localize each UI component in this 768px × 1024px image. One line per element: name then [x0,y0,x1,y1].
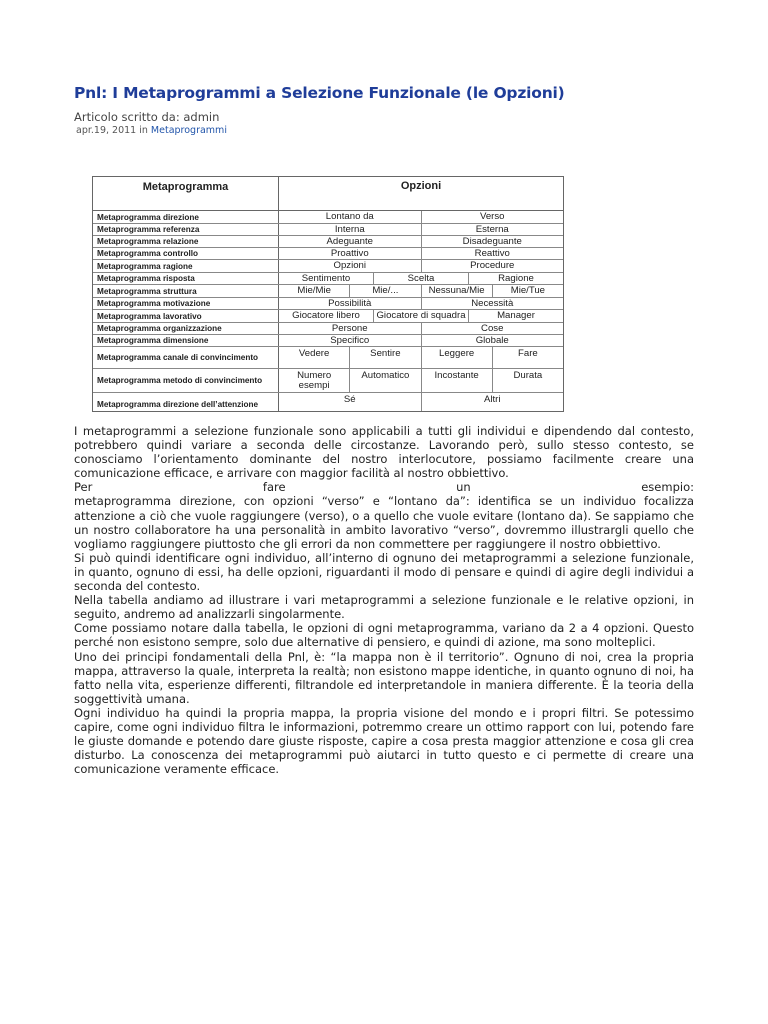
table-row [93,211,563,224]
row-options [279,310,563,322]
option-cell: Automatico [350,369,421,392]
table-row [93,298,563,310]
option-cell: Procedure [470,260,515,271]
table-row [93,224,563,236]
row-label: Metaprogramma relazione [93,236,279,247]
table-header-opzioni: Opzioni [279,177,563,211]
option-cell: Manager [497,310,535,321]
table-row [93,273,563,285]
row-label: Metaprogramma lavorativo [93,310,279,322]
post-date: apr.19, 2011 in [76,125,151,136]
article-title[interactable]: Pnl: I Metaprogrammi a Selezione Funzionale (le Opzioni) [74,84,565,102]
option-cell: Ragione [498,272,534,284]
option-cell: Adeguante [279,236,422,247]
row-options [279,248,563,259]
option-cell: Possibilità [279,298,422,309]
option-cell: Specifico [279,335,422,346]
table-row [93,347,563,369]
option-cell: Sentimento [279,273,374,284]
row-label: Metaprogramma struttura [93,285,279,297]
option-cell: Numero esempi [279,369,350,392]
table-row [93,248,563,260]
row-label: Metaprogramma metodo di convincimento [93,369,279,392]
option-cell: Giocatore libero [279,310,374,322]
option-cell: Giocatore di squadra [374,310,469,322]
row-label: Metaprogramma direzione [93,211,279,223]
option-cell: Verso [479,211,505,222]
option-cell: Mie/Tue [510,285,546,296]
row-options [279,273,563,284]
option-cell: Durata [513,370,543,381]
option-cell: Interna [279,224,422,235]
paragraph: Come possiamo notare dalla tabella, le opzioni di ogni metaprogramma, variano da 2 a 4 opzioni. Questo perché non esistono sempre, solo due alternative di pensiero, e quindi di azione, ma sono molteplici. [74,621,694,650]
table-row [93,310,563,323]
option-cell: Cose [481,322,504,334]
row-label: Metaprogramma canale di convincimento [93,347,279,368]
paragraph: Ogni individuo ha quindi la propria mappa, la propria visione del mondo e i propri filtri. Se potessimo capire, come ogni individuo filtra le informazioni, potremmo creare un ottimo rapport con lui, potendo fare le giuste domande e potendo dare giuste risposte, capire a cosa presta maggior attenzione e cosa gli crea disturbo. La conoscenza dei metaprogrammi può aiutarci in tutto questo e ci permette di creare una comunicazione veramente efficace. [74,705,694,777]
option-cell: Nessuna/Mie [422,285,493,297]
option-cell: Lontano da [279,211,422,223]
post-meta [76,125,227,136]
paragraph: I metaprogrammi a selezione funzionale sono applicabili a tutti gli individui e dipendendo dal contesto, potrebbero quindi variare a seconda delle circostanze. Lavorando però, sullo stesso contesto, se conosciamo l’orientamento dominante del nostro interlocutore, possiamo facilmente creare una comunicazione efficace, e arrivare con maggior facilità al nostro obbiettivo. [74,424,694,481]
paragraph: Per fare un esempio: [74,480,694,495]
row-options [279,335,563,346]
paragraph: Uno dei principi fondamentali della Pnl, è: “la mappa non è il territorio”. Ognuno di noi, crea la propria mappa, attraverso la quale, interpreta la realtà; non esistono mappe identiche, in quanto ognuno di noi, ha fatto nella vita, esperienze differenti, filtrandole ed interpretandole in maniera differente. È la teoria della soggettività umana. [74,649,694,706]
table-row [93,285,563,298]
author-line: Articolo scritto da: admin [74,110,220,124]
row-label: Metaprogramma referenza [93,224,279,235]
row-label: Metaprogramma risposta [93,273,279,284]
table-row [93,323,563,335]
option-cell: Vedere [279,347,350,368]
option-cell: Necessità [471,297,514,309]
row-options [279,393,563,412]
table-row [93,236,563,248]
option-cell: Leggere [422,347,493,368]
option-cell: Sé [279,393,422,412]
table-row [93,369,563,393]
option-cell: Mie/... [350,285,421,297]
option-cell: Opzioni [279,260,422,272]
row-label: Metaprogramma motivazione [93,298,279,309]
option-cell: Persone [279,323,422,334]
table-header-metaprogramma: Metaprogramma [93,177,279,211]
option-cell: Disadeguante [462,235,522,247]
row-label: Metaprogramma ragione [93,260,279,272]
article-body [74,424,694,776]
row-label: Metaprogramma direzione dell’attenzione [93,393,279,412]
category-link[interactable]: Metaprogrammi [150,125,227,136]
option-cell: Globale [475,334,509,346]
row-options [279,224,563,235]
paragraph: Nella tabella andiamo ad illustrare i vari metaprogrammi a selezione funzionale e le relative opzioni, in seguito, andremo ad analizzarli singolarmente. [74,593,694,622]
row-label: Metaprogramma organizzazione [93,323,279,334]
option-cell: Sentire [350,347,421,368]
row-options [279,298,563,309]
row-label: Metaprogramma controllo [93,248,279,259]
option-cell: Incostante [422,369,493,392]
metaprogram-table [92,176,564,412]
row-options [279,285,563,297]
row-options [279,211,563,223]
table-row [93,260,563,273]
row-options [279,260,563,272]
row-options [279,323,563,334]
option-cell: Mie/Mie [279,285,350,297]
option-cell: Fare [518,348,538,359]
option-cell: Esterna [475,223,509,235]
option-cell: Reattivo [474,247,510,259]
option-cell: Proattivo [279,248,422,259]
paragraph: metaprogramma direzione, con opzioni “verso” e “lontano da”: identifica se un individuo focalizza attenzione a ciò che vuole raggiungere (verso), o a quello che vuole evitare (lontano da). Se sappiamo che un nostro collaboratore ha una personalità in ambito lavorativo “verso”, dovremmo illustrargli quello che vogliamo raggiungere piuttosto che gli errori da non commettere per raggiungere il nostro obbiettivo. [74,494,694,551]
option-cell: Scelta [374,273,469,284]
row-options [279,369,563,392]
table-row [93,335,563,347]
row-options [279,236,563,247]
row-label: Metaprogramma dimensione [93,335,279,346]
option-cell: Altri [483,394,501,405]
table-row [93,393,563,412]
row-options [279,347,563,368]
paragraph: Si può quindi identificare ogni individuo, all’interno di ognuno dei metaprogrammi a selezione funzionale, in quanto, ognuno di essi, ha delle opzioni, riguardanti il modo di pensare e quindi di agire degli individui a seconda del contesto. [74,550,694,594]
